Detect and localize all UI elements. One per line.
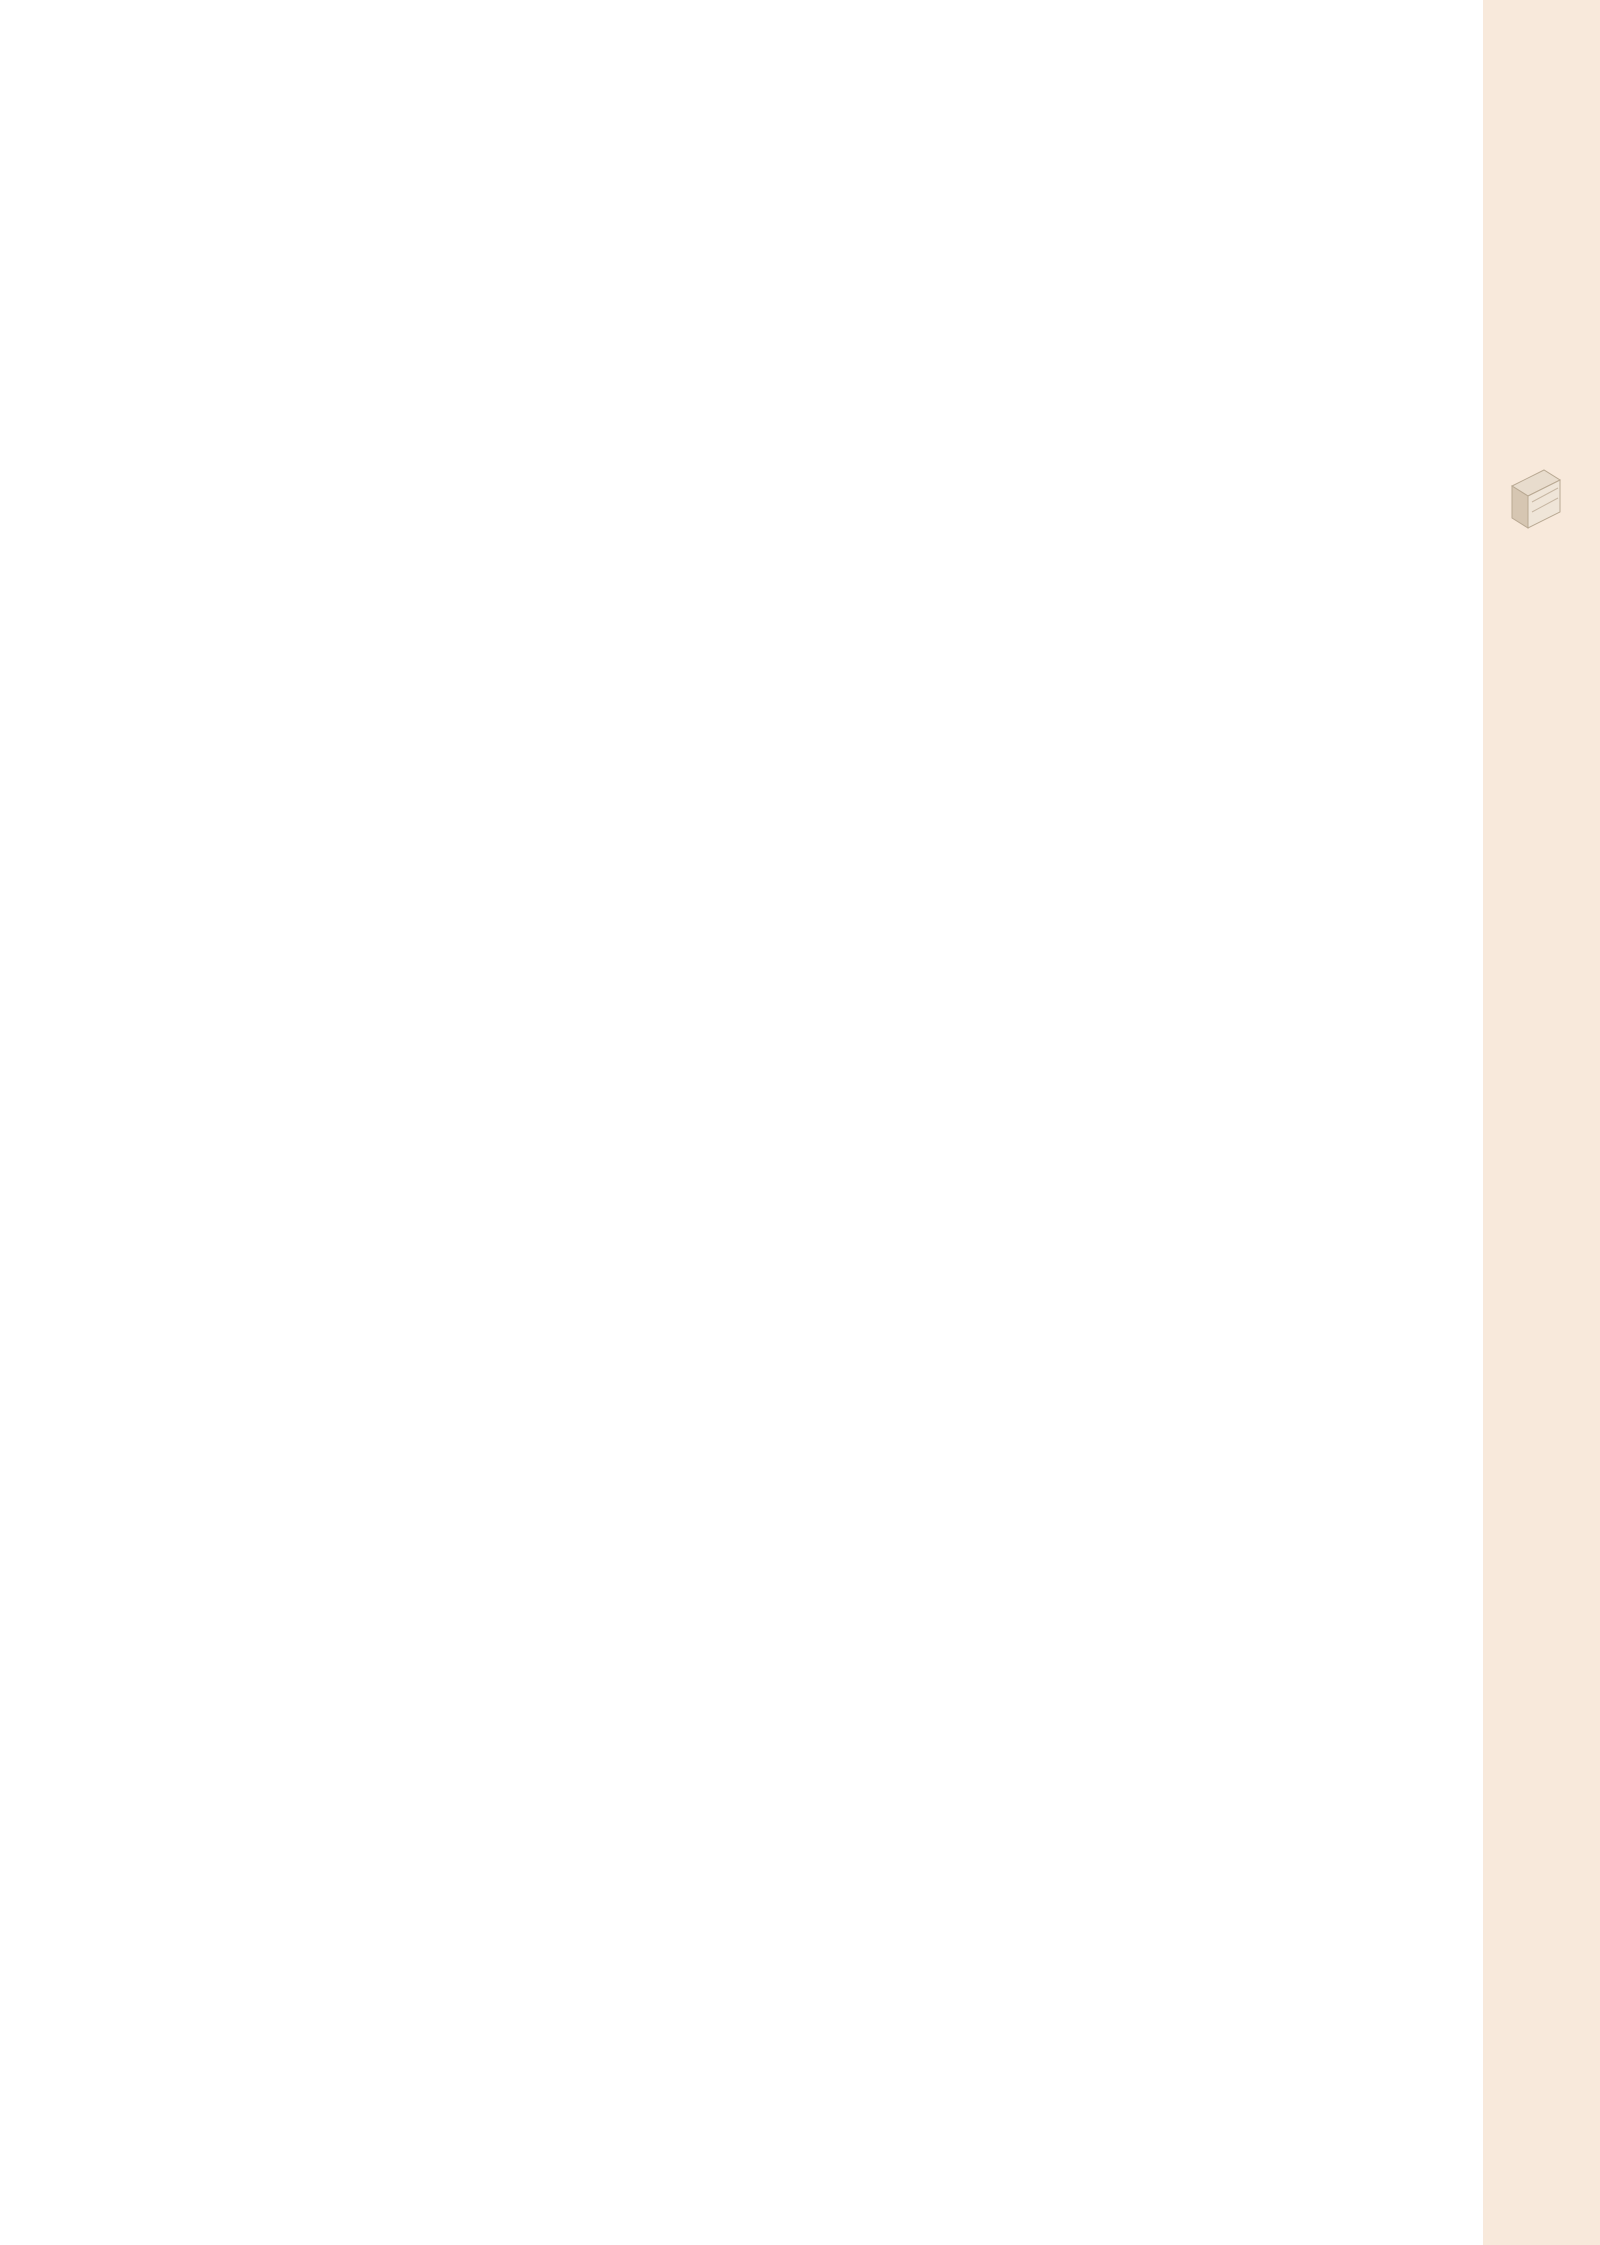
channel-thumbnail-icon xyxy=(1508,466,1564,530)
footer-brand xyxy=(1430,2160,1466,2182)
side-tab-strip xyxy=(1483,0,1600,2245)
